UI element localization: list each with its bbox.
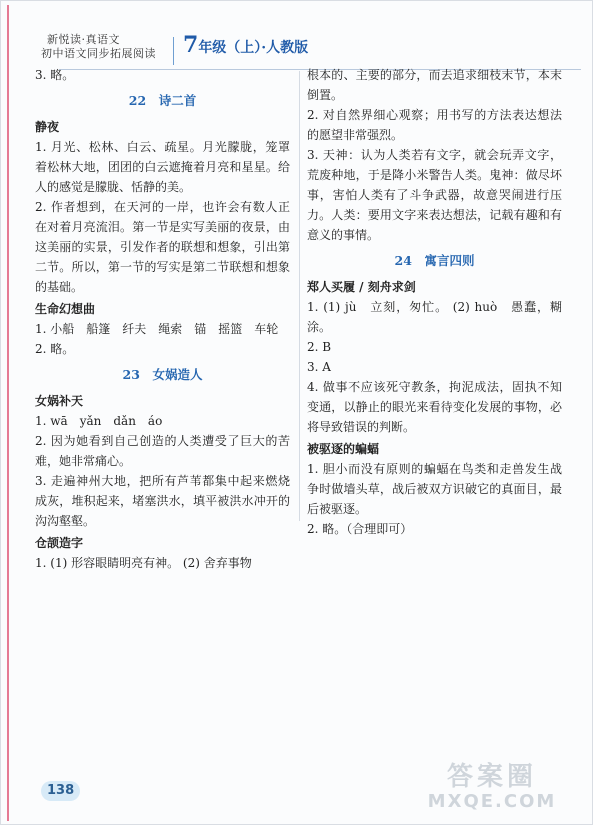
page-header	[21, 7, 581, 65]
page-footer	[41, 779, 80, 801]
answer-paragraph: 1. 胆小而没有原则的蝙蝠在鸟类和走兽发生战争时做墙头草，战后被双方识破它的真面目，最后被驱逐。	[307, 462, 562, 516]
section-heading-22: 22 诗二首	[128, 93, 197, 108]
series-subtitle: 初中语文同步拓展阅读	[41, 47, 156, 60]
answer-paragraph: 2. 略。	[35, 342, 75, 356]
subheading-jingye: 静夜	[35, 120, 60, 134]
watermark-url: MXQE.COM	[427, 791, 557, 812]
page-number: 138	[41, 781, 80, 801]
column-divider	[299, 71, 300, 521]
section-heading-24: 24 寓言四则	[394, 253, 475, 268]
grade-label	[183, 32, 308, 58]
answer-paragraph: 1. wā yǎn dǎn áo	[35, 414, 163, 428]
answer-paragraph: 根本的、主要的部分，而去追求细枝末节，本末倒置。	[307, 68, 562, 102]
answer-line: 3. 略。	[35, 68, 75, 82]
answer-paragraph: 1. (1) 形容眼睛明亮有神。 (2) 舍弃事物	[35, 556, 252, 570]
answer-paragraph: 3. A	[307, 360, 331, 374]
answer-paragraph: 2. 因为她看到自己创造的人类遭受了巨大的苦难，她非常痛心。	[35, 434, 290, 468]
watermark-logo	[412, 762, 572, 818]
answer-paragraph: 4. 做事不应该死守教条，拘泥成法，固执不知变通，以静止的眼光来看待变化发展的事物，必将导致错误的判断。	[307, 380, 562, 434]
answer-paragraph: 2. 作者想到，在天河的一岸，也许会有数人正在对着月亮流泪。第一节是实写美丽的夜景，由这美丽的实景，引发作者的联想和想象，引出第二节。所以，第一节的写实是第二节联想和想象的基础。	[35, 200, 290, 294]
header-divider	[173, 37, 174, 65]
section-heading-23: 23 女娲造人	[122, 367, 203, 382]
series-title	[41, 33, 156, 61]
answer-paragraph: 2. B	[307, 340, 332, 354]
subheading-bianfu: 被驱逐的蝙蝠	[307, 442, 380, 456]
grade-number: 7	[183, 32, 199, 58]
answer-paragraph: 1. 月光、松林、白云、疏星。月光朦胧，笼罩着松林大地，团团的白云遮掩着月亮和星星。给人的感觉是朦胧、恬静的美。	[35, 140, 290, 194]
answer-paragraph: 1. 小船 船篷 纤夫 绳索 锚 摇篮 车轮	[35, 322, 279, 336]
left-column	[35, 65, 290, 573]
answer-paragraph: 2. 对自然界细心观察；用书写的方法表达想法的愿望非常强烈。	[307, 108, 562, 142]
subheading-zhengren: 郑人买履 / 刻舟求剑	[307, 280, 416, 294]
answer-paragraph: 3. 天神：认为人类若有文字，就会玩弄文字，荒废种地，于是降小米警告人类。鬼神：做尽坏事，害怕人类有了斗争武器，故意哭闹进行压力。人类：要用文字来表达想法，记载有趣和有意义的事情。	[307, 148, 562, 242]
answer-paragraph: 3. 走遍神州大地，把所有芦苇都集中起来燃烧成灰，堆积起来，堵塞洪水，填平被洪水冲开的沟沟壑壑。	[35, 474, 290, 528]
subheading-cangjie: 仓颉造字	[35, 536, 84, 550]
series-name: 新悦读·真语文	[47, 33, 120, 46]
answer-paragraph: 2. 略。（合理即可）	[307, 522, 413, 536]
right-column	[307, 65, 562, 539]
subheading-nuwa: 女娲补天	[35, 394, 84, 408]
answer-paragraph: 1. (1) jù 立刻，匆忙。 (2) huò 愚蠢，糊涂。	[307, 300, 562, 334]
watermark-text: 答案圈	[446, 762, 537, 792]
subheading-shengming: 生命幻想曲	[35, 302, 96, 316]
grade-edition: 年级（上）·人教版	[198, 40, 309, 56]
margin-line	[7, 5, 9, 821]
